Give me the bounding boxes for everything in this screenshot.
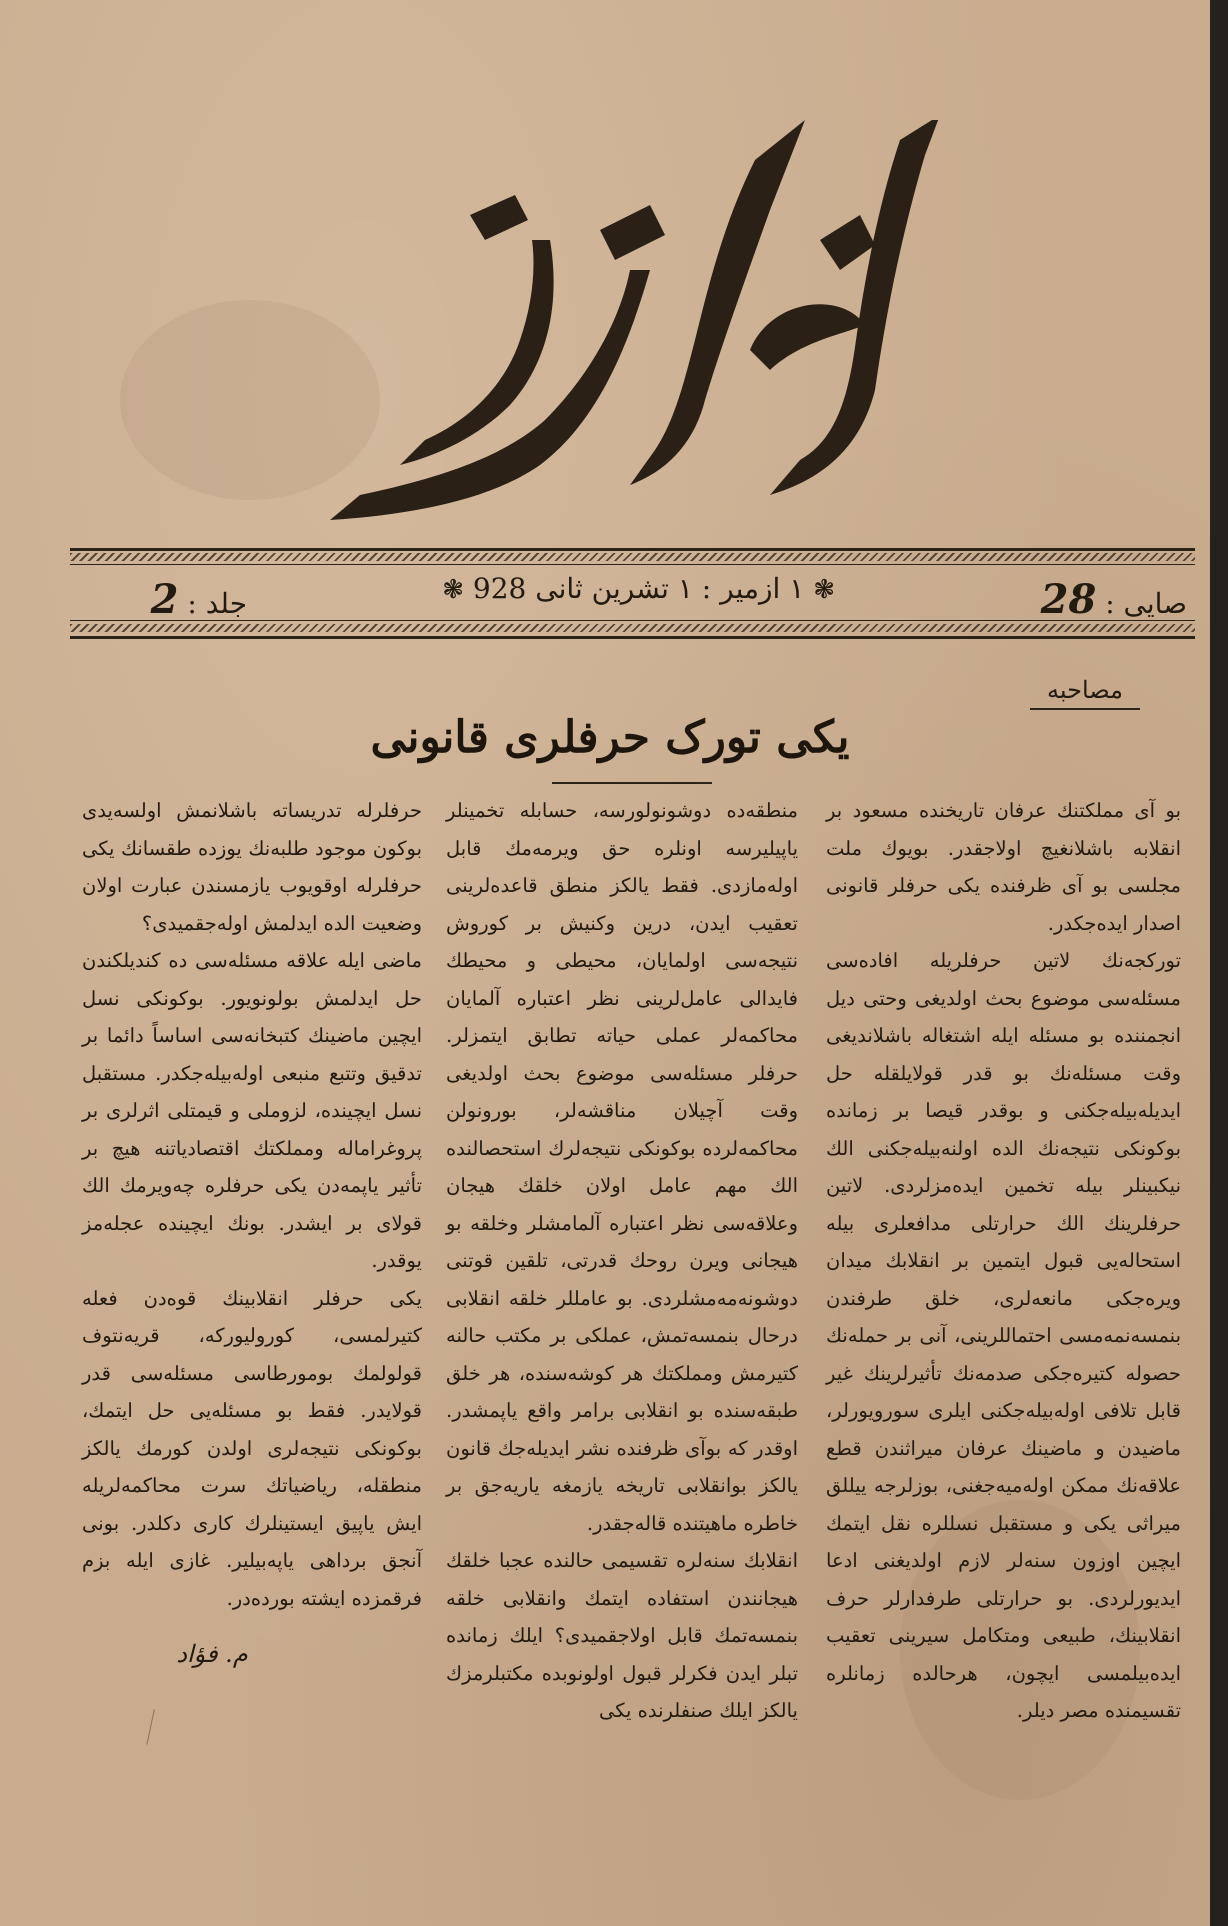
paragraph: منطقه‌ده دوشونولورسه، حسابله تخمینلر یاپیلیرسه اونلره حق ویرمه‌مك قابل اوله‌مازدی. فقط یالکز منطق قاعده‌لرینی تعقیب ایدن، درین وکنیش بر کوروش نتیجه‌سی اولمایان، محیطی و محیطك فایدالی عامل‌لرینی نظر اعتباره آلمایان محاکمه‌لر عملی حیاته تطابق ایتمزلر. حرفلر مسئله‌سی موضوع بحث اولدیغی وقت آچیلان مناقشه‌لر، بورونولن محاکمه‌لرده بوکونکی نتیجه‌لرك استحصالنده الك مهم عامل اولان خلقك هیجان وعلاقه‌سی نظر اعتباره آلمامشلر وخلقه بو هیجانی ویرن روحك قدرتی، تلقین قوتنی دوشونه‌مه‌مشلردی. بو عامللر خلقه انقلابی درحال بنمسه‌تمش، عملکی بر مکتب حالنه کتیرمش ومملکتك هر کوشه‌سنده، هر خلق طبقه‌سنده بو انقلابی برامر واقع یاپمشدر. اوقدر که بوآی ظرفنده نشر ایدیله‌جك قانون یالکز بوانقلابی تاریخه یازمغه یاریه‌جق بر خاطره ماهیتنده قاله‌جقدر. — [446, 799, 798, 1535]
ornamental-border-bottom — [70, 624, 1195, 632]
issue-info-bar — [70, 566, 1195, 626]
rule-top-inner — [70, 564, 1195, 565]
scan-edge — [1210, 0, 1228, 1926]
ornamental-border-top — [70, 553, 1195, 561]
headline-underline — [552, 782, 712, 784]
article-column-left — [82, 792, 422, 1617]
paragraph: بو آی مملکتنك عرفان تاریخنده مسعود بر انقلابه باشلانغیچ اولاجقدر. بویوك ملت مجلسی بو آی ظرفنده یکی حرفلر قانونی اصدار ایده‌جکدر. — [826, 799, 1181, 935]
article-column-middle — [446, 792, 798, 1730]
paragraph: حرفلرله تدریساته باشلانمش اولسه‌یدی بوکون موجود طلبه‌نك یوزده طقسانك یکی حرفلرله اوقویوب یازمسندن عبارت اولان وضعیت الده ایدلمش اوله‌جقمیدی؟ — [82, 799, 422, 935]
paragraph: ماضی ایله علاقه مسئله‌سی ده کندیلکندن حل ایدلمش بولونویور. بوکونکی نسل ایچین ماضینك کتبخانه‌سی اساساً دائما بر تدقیق وتتبع منبعی اوله‌بیله‌جکدر. مستقبل نسل ایچینده، لزوملی و قیمتلی اثرلری بر پروغراماله ومملکتك اقتصادیاتنه هیچ بر تأثیر یاپمه‌دن یکی حرفلره چه‌ویرمك الك قولای بر ایشدر. بونك ایچینده عجله‌مز یوقدر. — [82, 949, 422, 1272]
volume-number: 2 — [150, 576, 179, 623]
volume-block — [151, 576, 247, 623]
ornament-icon: ❃ — [442, 575, 465, 605]
rule-top — [70, 548, 1195, 551]
article-headline: یکی تورک حرفلری قانونی — [370, 712, 850, 763]
issue-number-block — [1041, 576, 1187, 623]
issue-number: 28 — [1040, 576, 1097, 623]
pencil-mark — [146, 1709, 164, 1747]
author-signature: م. فؤاد — [176, 1640, 248, 1668]
ornament-icon: ❃ — [813, 575, 835, 605]
paragraph: تورکجه‌نك لاتین حرفلریله افاده‌سی مسئله‌سی موضوع بحث اولدیغی وحتی دیل انجمننده بو مسئله ایله اشتغاله باشلاندیغی وقت مسئله‌نك بو قدر قولایلقله حل ایدیله‌بیله‌جکنی و بوقدر قیصا بر زمانده بوکونکی نتیجه‌نك الده اولنه‌بیله‌جکنی الك نیکبینلر بیله تخمین ایده‌مزلردی. لاتین حرفلرینك الك حرارتلی مدافعلری بیله استحاله‌یی قبول ایتمین بر انقلابك میدان ویره‌جکی مانعه‌لری، خلق طرفندن بنمسه‌نمه‌مسی احتماللرینی، آنی بر حمله‌نك حصوله کتیره‌جکی صدمه‌نك تأثیرلرینك غیر قابل تلافی اوله‌بیله‌جکنی ایلری سورویورلر، ماضیدن و ماضینك عرفان میراثندن قطع علاقه‌نك ممکن اوله‌میه‌جغنی، بوزلرجه ییللق میراثی یکی و مستقبل نسللره نقل ایتمك ایچین اوزون سنه‌لر لازم اولدیغنی ادعا ایدیورلردی. بو حرارتلی طرفدارلر حرف انقلابینك، طبیعی ومتکامل سیرینی تعقیب ایده‌بیلمسی ایچون، هرحالده زمانلره تقسیمنده مصر دیلر. — [826, 949, 1181, 1722]
rule-bottom-inner — [70, 620, 1195, 621]
masthead-logo — [300, 120, 960, 540]
section-label: مصاحبه — [1030, 676, 1140, 710]
issue-label: صایی : — [1105, 587, 1187, 620]
paragraph: یکی حرفلر انقلابینك قوه‌دن فعله کتیرلمسی، کورولیورکه، قریه‌نتوف قولولمك بومورطاسی مسئله‌سی قدر قولایدر. فقط بو مسئله‌یی حل ایتمك، بوکونکی نتیجه‌لری اولدن کورمك یالکز منطقله، ریاضیاتك سرت محاکمه‌لریله ایش یاپیق ایستینلرك کاری دکلدر. بونی آنجق برداهی یاپه‌بیلیر. غازی ایله بزم فرقمزده ایشته بورده‌در. — [82, 1286, 422, 1610]
volume-label: جلد : — [187, 587, 247, 620]
issue-date-block — [442, 572, 835, 605]
rule-bottom — [70, 636, 1195, 639]
masthead-calligraphy — [300, 120, 960, 540]
issue-date: ۱ ازمیر : ۱ تشرین ثانی 928 — [472, 572, 805, 605]
paragraph: انقلابك سنه‌لره تقسیمی حالنده عجبا خلقك هیجانندن استفاده ایتمك وانقلابی خلقه بنمسه‌تمك قابل اولاجقمیدی؟ ایلك زمانده تبلر ایدن فکرلر قبول اولونوبده مکتبلرمزك یالکز ایلك صنفلرنده یکی — [446, 1549, 798, 1722]
article-column-right — [826, 792, 1181, 1730]
